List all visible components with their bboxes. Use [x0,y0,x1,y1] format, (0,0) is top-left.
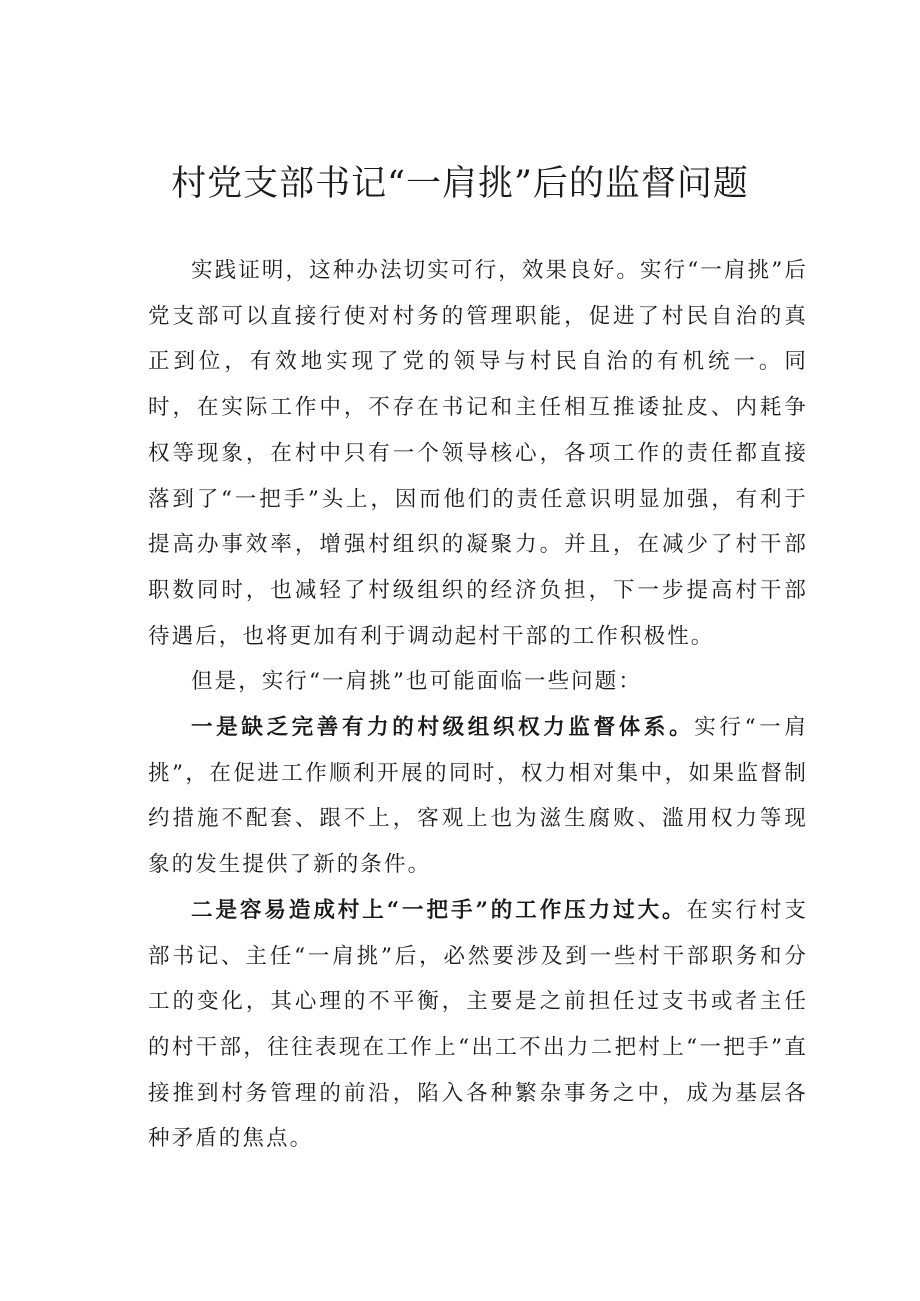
paragraph-text: 但是，实行“一肩挑”也可能面临一些问题： [191,669,642,695]
paragraph-practice-results [148,248,808,659]
document-title: 村党支部书记“一肩挑”后的监督问题 [171,164,749,204]
paragraph-lead-heading: 二是容易造成村上“一把手”的工作压力过大。 [191,897,687,923]
paragraph-text: 实践证明，这种办法切实可行，效果良好。实行“一肩挑”后党支部可以直接行使对村务的管理职能，促进了村民自治的真正到位，有效地实现了党的领导与村民自治的有机统一。同时，在实际工作中，不存在书记和主任相互推诿扯皮、内耗争权等现象，在村中只有一个领导核心，各项工作的责任都直接落到了“一把手”头上，因而他们的责任意识明显加强，有利于提高办事效率，增强村组织的凝聚力。并且，在减少了村干部职数同时，也减轻了村级组织的经济负担，下一步提高村干部待遇后，也将更加有利于调动起村干部的工作积极性。 [148,258,808,649]
document-body [148,248,808,1162]
paragraph-text: 在实行村支部书记、主任“一肩挑”后，必然要涉及到一些村干部职务和分工的变化，其心理的不平衡，主要是之前担任过支书或者主任的村干部，往往表现在工作上“出工不出力二把村上“一把手”直接推到村务管理的前沿，陷入各种繁杂事务之中，成为基层各种矛盾的焦点。 [148,897,808,1152]
paragraph-lead-heading: 一是缺乏完善有力的村级组织权力监督体系。 [191,715,695,741]
paragraph-problem-one [148,705,808,888]
paragraph-text: 实行“一肩挑”，在促进工作顺利开展的同时，权力相对集中，如果监督制约措施不配套、跟不上，客观上也为滋生腐败、滥用权力等现象的发生提供了新的条件。 [148,715,808,878]
paragraph-problems-intro [148,659,808,705]
paragraph-problem-two [148,888,808,1162]
